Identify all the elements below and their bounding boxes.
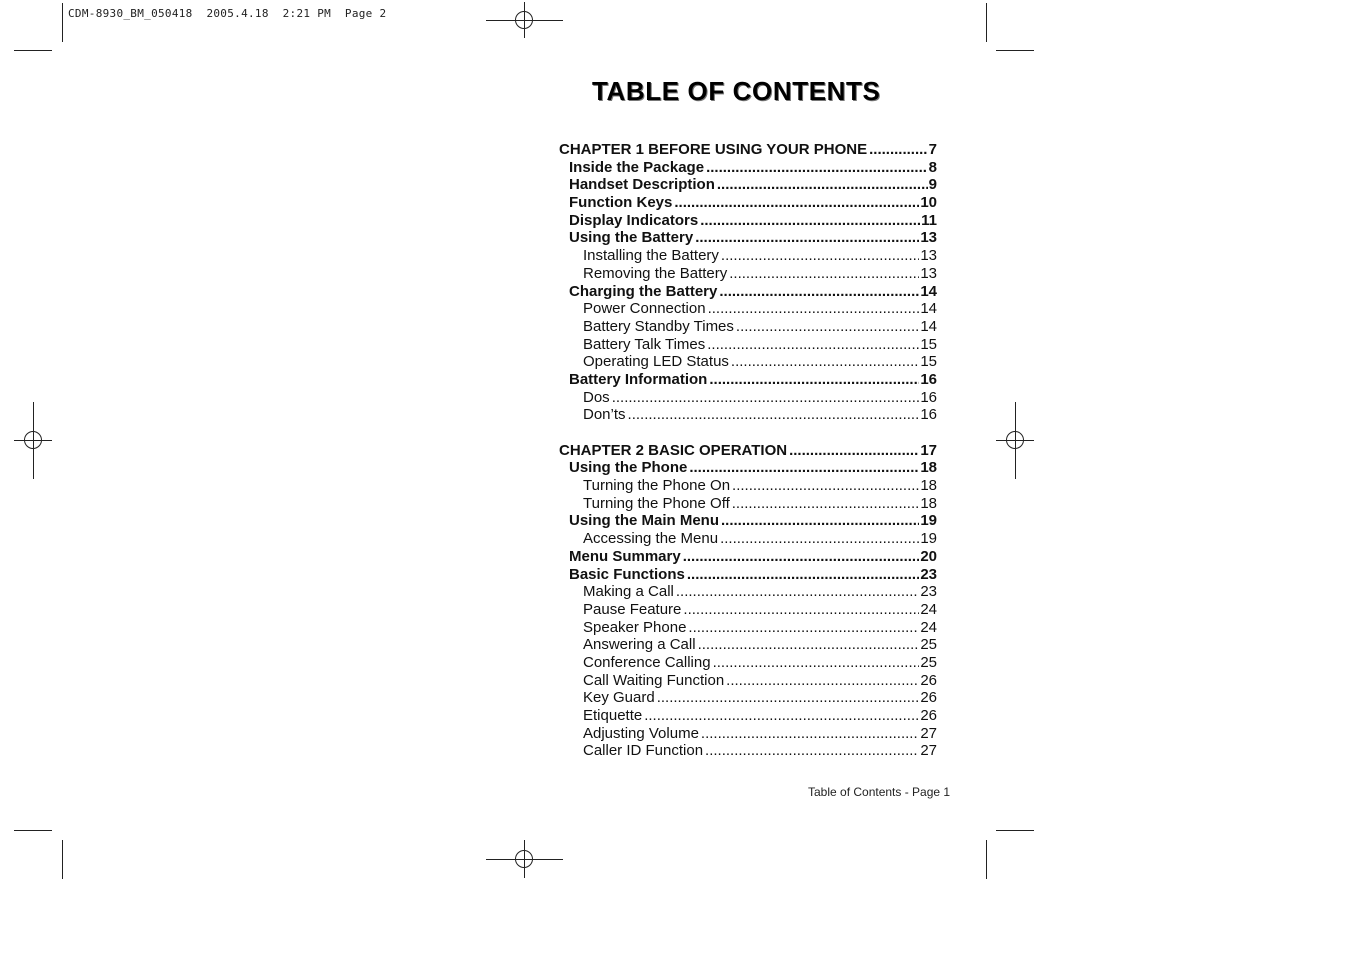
toc-page-number: 10 xyxy=(920,194,937,212)
toc-section-entry[interactable] xyxy=(559,371,937,389)
toc-entry-title: Power Connection xyxy=(583,300,706,318)
toc-entry-title: Battery Talk Times xyxy=(583,335,706,353)
toc-page-number: 26 xyxy=(920,707,937,724)
dot-leader xyxy=(709,371,919,388)
dot-leader xyxy=(683,601,919,618)
toc-page-number: 26 xyxy=(920,689,937,707)
toc-entry-title: Turning the Phone On xyxy=(583,477,731,495)
dot-leader xyxy=(701,725,919,742)
toc-entry-title: Accessing the Menu xyxy=(583,530,719,548)
toc-page-number: 27 xyxy=(920,724,937,742)
registration-circle xyxy=(515,850,533,868)
dot-leader xyxy=(700,212,920,229)
toc-page-number: 14 xyxy=(920,282,937,300)
crop-mark xyxy=(14,830,52,831)
chapter-spacer xyxy=(559,424,937,442)
toc-page-number: 26 xyxy=(920,671,937,689)
toc-chapter-heading[interactable] xyxy=(559,141,937,159)
crop-mark xyxy=(996,50,1034,51)
dot-leader xyxy=(674,194,919,211)
dot-leader xyxy=(689,459,919,476)
toc-entry-title: CHAPTER 2 BASIC OPERATION xyxy=(559,441,788,459)
toc-page-number: 9 xyxy=(928,176,937,194)
toc-subsection-entry[interactable] xyxy=(559,353,937,371)
toc-chapter-heading[interactable] xyxy=(559,442,937,460)
toc-page-number: 13 xyxy=(920,264,937,282)
toc-entry-title: Display Indicators xyxy=(569,211,699,229)
toc-page-number: 14 xyxy=(920,317,937,335)
toc-subsection-entry[interactable] xyxy=(559,619,937,637)
toc-subsection-entry[interactable] xyxy=(559,725,937,743)
toc-page-number: 20 xyxy=(920,547,937,565)
toc-page-number: 25 xyxy=(920,636,937,654)
dot-leader xyxy=(708,300,920,317)
toc-subsection-entry[interactable] xyxy=(559,318,937,336)
dot-leader xyxy=(612,389,920,406)
toc-section-entry[interactable] xyxy=(559,512,937,530)
toc-subsection-entry[interactable] xyxy=(559,406,937,424)
toc-entry-title: Conference Calling xyxy=(583,653,711,671)
dot-leader xyxy=(869,141,928,158)
toc-page-number: 18 xyxy=(920,494,937,512)
toc-entry-title: Using the Battery xyxy=(569,229,694,247)
dot-leader xyxy=(705,742,919,759)
toc-page-number: 7 xyxy=(928,141,937,158)
dot-leader xyxy=(644,707,919,724)
toc-entry-title: Pause Feature xyxy=(583,600,682,618)
toc-page-number: 19 xyxy=(920,512,937,530)
toc-page-number: 15 xyxy=(920,335,937,353)
toc-page-number: 13 xyxy=(920,247,937,265)
table-of-contents xyxy=(559,141,937,760)
toc-entry-title: Removing the Battery xyxy=(583,264,728,282)
dot-leader xyxy=(713,654,920,671)
toc-subsection-entry[interactable] xyxy=(559,300,937,318)
dot-leader xyxy=(721,512,919,529)
toc-entry-title: Menu Summary xyxy=(569,547,681,565)
toc-entry-title: Making a Call xyxy=(583,583,674,601)
toc-page-number: 24 xyxy=(920,600,937,618)
toc-entry-title: Using the Phone xyxy=(569,459,688,477)
toc-entry-title: Speaker Phone xyxy=(583,618,687,636)
toc-subsection-entry[interactable] xyxy=(559,601,937,619)
dot-leader xyxy=(729,265,919,282)
toc-entry-title: Caller ID Function xyxy=(583,742,704,760)
dot-leader xyxy=(683,548,920,565)
page-title: TABLE OF CONTENTS xyxy=(592,76,881,106)
dot-leader xyxy=(687,566,919,583)
dot-leader xyxy=(732,495,920,512)
crop-mark xyxy=(986,3,987,42)
toc-section-entry[interactable] xyxy=(559,459,937,477)
toc-section-entry[interactable] xyxy=(559,194,937,212)
dot-leader xyxy=(706,159,928,176)
dot-leader xyxy=(628,406,920,423)
toc-entry-title: Inside the Package xyxy=(569,158,705,176)
crop-mark xyxy=(986,840,987,879)
toc-entry-title: Battery Information xyxy=(569,370,708,388)
toc-page-number: 25 xyxy=(920,653,937,671)
toc-subsection-entry[interactable] xyxy=(559,636,937,654)
toc-entry-title: Charging the Battery xyxy=(569,282,718,300)
toc-page-number: 18 xyxy=(920,459,937,477)
toc-page-number: 27 xyxy=(920,742,937,760)
toc-page-number: 11 xyxy=(921,211,937,229)
toc-entry-title: Etiquette xyxy=(583,707,643,724)
toc-page-number: 16 xyxy=(920,406,937,424)
dot-leader xyxy=(719,283,919,300)
toc-subsection-entry[interactable] xyxy=(559,389,937,407)
toc-entry-title: Don’ts xyxy=(583,406,626,424)
toc-entry-title: Dos xyxy=(583,388,610,406)
toc-entry-title: Answering a Call xyxy=(583,636,696,654)
dot-leader xyxy=(657,689,920,706)
toc-subsection-entry[interactable] xyxy=(559,707,937,725)
toc-page-number: 19 xyxy=(920,530,937,548)
toc-page-number: 18 xyxy=(920,477,937,495)
dot-leader xyxy=(731,353,919,370)
registration-circle xyxy=(515,11,533,29)
toc-entry-title: CHAPTER 1 BEFORE USING YOUR PHONE xyxy=(559,141,868,158)
toc-entry-title: Basic Functions xyxy=(569,565,685,583)
dot-leader xyxy=(789,442,919,459)
toc-page-number: 23 xyxy=(920,565,937,583)
toc-page-number: 17 xyxy=(920,441,937,459)
toc-subsection-entry[interactable] xyxy=(559,689,937,707)
dot-leader xyxy=(736,318,919,335)
crop-mark xyxy=(996,830,1034,831)
toc-subsection-entry[interactable] xyxy=(559,583,937,601)
toc-entry-title: Function Keys xyxy=(569,194,673,212)
toc-subsection-entry[interactable] xyxy=(559,477,937,495)
toc-section-entry[interactable] xyxy=(559,159,937,177)
toc-entry-title: Handset Description xyxy=(569,176,715,194)
page-footer: Table of Contents - Page 1 xyxy=(808,785,951,799)
toc-subsection-entry[interactable] xyxy=(559,336,937,354)
dot-leader xyxy=(720,530,919,547)
print-slug: CDM-8930_BM_050418 2005.4.18 2:21 PM Page 2 xyxy=(68,7,387,20)
toc-entry-title: Call Waiting Function xyxy=(583,671,725,689)
registration-circle xyxy=(1006,431,1024,449)
toc-entry-title: Battery Standby Times xyxy=(583,317,734,335)
dot-leader xyxy=(726,672,919,689)
toc-section-entry[interactable] xyxy=(559,212,937,230)
registration-circle xyxy=(24,431,42,449)
toc-page-number: 16 xyxy=(920,370,937,388)
toc-subsection-entry[interactable] xyxy=(559,530,937,548)
toc-section-entry[interactable] xyxy=(559,176,937,194)
toc-section-entry[interactable] xyxy=(559,548,937,566)
toc-subsection-entry[interactable] xyxy=(559,265,937,283)
dot-leader xyxy=(732,477,919,494)
toc-entry-title: Operating LED Status xyxy=(583,353,729,371)
toc-page-number: 8 xyxy=(928,158,937,176)
dot-leader xyxy=(695,229,919,246)
toc-subsection-entry[interactable] xyxy=(559,672,937,690)
dot-leader xyxy=(688,619,919,636)
crop-mark xyxy=(62,3,63,42)
toc-page-number: 14 xyxy=(920,300,937,318)
toc-section-entry[interactable] xyxy=(559,229,937,247)
toc-page-number: 15 xyxy=(920,353,937,371)
dot-leader xyxy=(707,336,919,353)
toc-entry-title: Key Guard xyxy=(583,689,655,707)
crop-mark xyxy=(62,840,63,879)
toc-subsection-entry[interactable] xyxy=(559,495,937,513)
toc-page-number: 24 xyxy=(920,618,937,636)
dot-leader xyxy=(676,583,919,600)
dot-leader xyxy=(721,247,919,264)
toc-subsection-entry[interactable] xyxy=(559,247,937,265)
toc-entry-title: Installing the Battery xyxy=(583,247,719,265)
toc-page-number: 16 xyxy=(920,388,937,406)
toc-subsection-entry[interactable] xyxy=(559,654,937,672)
toc-entry-title: Adjusting Volume xyxy=(583,724,699,742)
crop-mark xyxy=(14,50,52,51)
toc-entry-title: Using the Main Menu xyxy=(569,512,719,530)
dot-leader xyxy=(717,176,928,193)
toc-subsection-entry[interactable] xyxy=(559,742,937,760)
toc-page-number: 23 xyxy=(920,583,937,601)
toc-entry-title: Turning the Phone Off xyxy=(583,494,730,512)
toc-page-number: 13 xyxy=(920,229,937,247)
toc-section-entry[interactable] xyxy=(559,566,937,584)
toc-section-entry[interactable] xyxy=(559,283,937,301)
dot-leader xyxy=(698,636,920,653)
